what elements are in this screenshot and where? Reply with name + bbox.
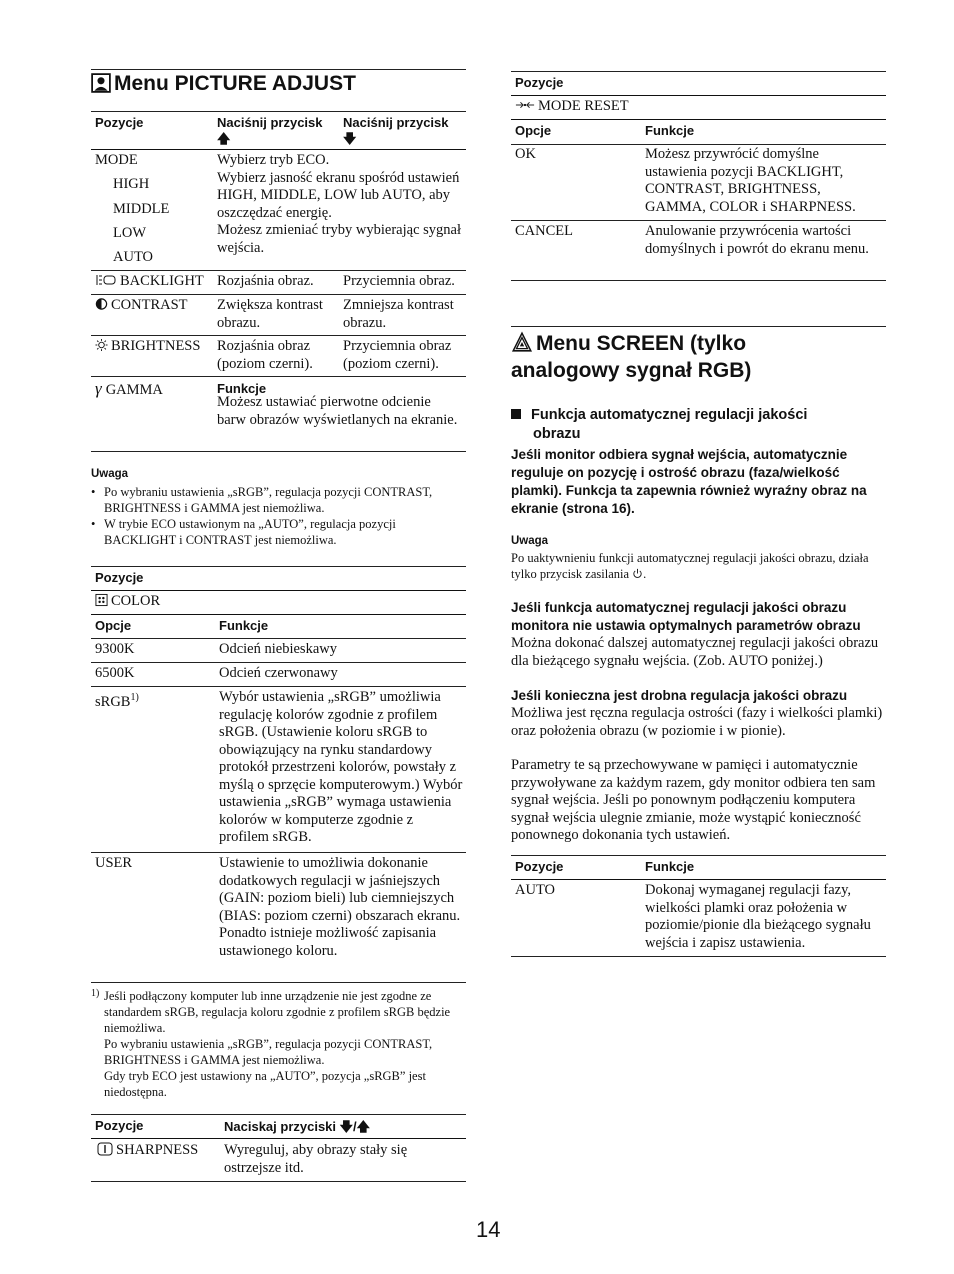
sharpness-buttons-header: Naciskaj przyciski 🡇/🡅 <box>224 1119 370 1134</box>
contrast-up: Zwiększa kontrast obrazu. <box>217 297 323 331</box>
gamma-functions-header: Funkcje <box>217 381 267 396</box>
brightness-label: BRIGHTNESS <box>95 338 200 356</box>
col-header-down: Naciśnij przycisk 🡇 <box>343 115 449 146</box>
color-user: USER <box>95 855 133 871</box>
contrast-icon <box>95 297 108 311</box>
footnote-marker: 1) <box>91 988 100 999</box>
color-pozycje-header: Pozycje <box>95 570 144 585</box>
auto-adjust-intro: Jeśli monitor odbiera sygnał wejścia, automatycznie reguluje on pozycję i ostrość obrazu (faza/wielkość plamki). Funkcja ta zapewnia również wyraźny obraz na ekranie (strona 16). <box>511 447 867 516</box>
gamma-label: γ GAMMA <box>95 379 163 398</box>
color-9300k-desc: Odcień niebieskawy <box>219 641 337 657</box>
reset-cancel-desc: Anulowanie przywrócenia wartości domyślnych i powrót do ekranu menu. <box>645 223 869 257</box>
brightness-up: Rozjaśnia obraz (poziom czerni). <box>217 338 313 372</box>
not-optimal-heading: Jeśli funkcja automatycznej regulacji jakości obrazu monitora nie ustawia optymalnych parametrów obrazu <box>511 600 861 633</box>
color-6500k-desc: Odcień czerwonawy <box>219 665 338 681</box>
reset-ok: OK <box>515 146 536 162</box>
sharpness-label: SHARPNESS <box>97 1142 198 1160</box>
not-optimal-text: Można dokonać dalszej automatycznej regulacji jakości obrazu dla bieżącego sygnału wejścia. (Zob. AUTO poniżej.) <box>511 635 879 669</box>
auto-label: AUTO <box>515 882 556 898</box>
mode-low: LOW <box>113 225 147 241</box>
color-opcje-header: Opcje <box>95 618 132 633</box>
reset-opcje-header: Opcje <box>515 123 552 138</box>
page-number: 14 <box>476 1217 501 1242</box>
color-label: COLOR <box>95 593 160 611</box>
fine-adjust-text: Możliwa jest ręczna regulacja ostrości (fazy i wielkości plamki) oraz położenia obrazu (w poziomie i w pionie). <box>511 705 883 739</box>
screen-note-text: Po uaktywnieniu funkcji automatycznej regulacji jakości obrazu, działa tylko przycisk zasilania . <box>511 551 869 581</box>
color-6500k: 6500K <box>95 665 135 681</box>
sharpness-icon <box>97 1142 113 1156</box>
backlight-down: Przyciemnia obraz. <box>343 273 455 289</box>
mode-description: Wybierz tryb ECO. Wybierz jasność ekranu spośród ustawień HIGH, MIDDLE, LOW lub AUTO, aby oszczędzać energię. Możesz zmieniać tryby wybierając sygnał wejścia. <box>217 152 461 256</box>
backlight-icon <box>95 273 117 287</box>
reset-cancel: CANCEL <box>515 223 573 239</box>
power-icon <box>632 568 643 579</box>
backlight-up: Rozjaśnia obraz. <box>217 273 314 289</box>
memory-text: Parametry te są przechowywane w pamięci i automatycznie przywoływane za każdym razem, gdy monitor odbiera ten sam sygnał wejścia. Jeśli po ponownym podłączeniu komputera sygnał wejścia ulegnie zmianie, może wystąpić konieczność ponownego dokonania tych ustawień. <box>511 757 876 843</box>
mode-auto: AUTO <box>113 249 154 265</box>
reset-pozycje-header: Pozycje <box>515 75 564 90</box>
color-srgb: sRGB$^{1)}$ <box>95 692 139 710</box>
gamma-icon: γ <box>95 379 102 398</box>
auto-funkcje-header: Funkcje <box>645 859 695 874</box>
mode-reset-label: MODE RESET <box>515 98 629 116</box>
brightness-down: Przyciemnia obraz (poziom czerni). <box>343 338 452 372</box>
arrow-down-up-icon: 🡇/🡅 <box>339 1119 370 1134</box>
auto-adjust-heading: Funkcja automatycznej regulacji jakości obrazu <box>511 406 807 444</box>
arrow-down-icon: 🡇 <box>343 131 357 146</box>
reset-ok-desc: Możesz przywrócić domyślne ustawienia pozycji BACKLIGHT, CONTRAST, BRIGHTNESS, GAMMA, COLOR i SHARPNESS. <box>645 146 856 215</box>
sharpness-desc: Wyreguluj, aby obrazy stały się ostrzejsze itd. <box>224 1142 408 1176</box>
mode-middle: MIDDLE <box>113 201 170 217</box>
gamma-description: Możesz ustawiać pierwotne odcienie barw obrazów wyświetlanych na ekranie. <box>217 394 458 428</box>
reset-funkcje-header: Funkcje <box>645 123 695 138</box>
sharpness-pozycje-header: Pozycje <box>95 1118 144 1133</box>
color-user-desc: Ustawienie to umożliwia dokonanie dodatkowych regulacji w jaśniejszych (GAIN: poziom bieli) lub ciemniejszych (BIAS: poziom czerni) obszarach ekranu. Ponadto istnieje możliwość zapisania ustawionego koloru. <box>219 855 461 959</box>
brightness-icon <box>95 338 108 352</box>
fine-adjust-heading: Jeśli konieczna jest drobna regulacja jakości obrazu <box>511 688 848 703</box>
color-srgb-desc: Wybór ustawienia „sRGB” umożliwia regulację kolorów zgodnie z profilem sRGB. (Ustawienie koloru sRGB to obowiązujący na rynku standardowy protokół przestrzeni kolorów, powstały z myślą o sprzęcie komputerowym.) Wybór ustawienia „sRGB” wymaga ustawienia kolorów w komputerze zgodnie z profilem sRGB. <box>219 689 463 845</box>
note-title: Uwaga <box>91 468 129 480</box>
mode-high: HIGH <box>113 176 150 192</box>
auto-pozycje-header: Pozycje <box>515 859 564 874</box>
contrast-down: Zmniejsza kontrast obrazu. <box>343 297 454 331</box>
footnote-text: Jeśli podłączony komputer lub inne urządzenie nie jest zgodne ze standardem sRGB, regulacja koloru zgodnie z profilem sRGB będzie niemożliwa. Po wybraniu ustawienia „sRGB”, regulacja pozycji CONTRAST, BRIGHTNESS i GAMMA jest niemożliwa. Gdy tryb ECO jest ustawiony na „AUTO”, pozycja „sRGB” jest niedostępna. <box>104 989 451 1099</box>
contrast-label: CONTRAST <box>95 297 188 315</box>
color-funkcje-header: Funkcje <box>219 618 269 633</box>
screen-menu-title: Menu SCREEN (tylko analogowy sygnał RGB) <box>511 332 752 382</box>
color-icon <box>95 593 108 607</box>
screen-icon <box>511 331 533 353</box>
picture-adjust-title: Menu PICTURE ADJUST <box>91 72 356 96</box>
auto-desc: Dokonaj wymaganej regulacji fazy, wielkości plamki oraz położenia w poziomie/pionie dla bieżącego sygnału wejścia i zapisz ustawienia. <box>645 882 871 951</box>
backlight-label: BACKLIGHT <box>95 273 204 291</box>
square-bullet-icon <box>511 409 521 419</box>
mode-label: MODE <box>95 152 138 168</box>
col-header-up: Naciśnij przycisk 🡅 <box>217 115 323 146</box>
screen-note-title: Uwaga <box>511 535 549 547</box>
person-icon <box>91 73 111 93</box>
color-9300k: 9300K <box>95 641 135 657</box>
arrow-up-icon: 🡅 <box>217 131 231 146</box>
reset-icon <box>515 100 535 110</box>
note-bullets: • Po wybraniu ustawienia „sRGB”, regulacja pozycji CONTRAST, BRIGHTNESS i GAMMA jest niemożliwa. • W trybie ECO ustawionym na „AUTO”, regulacja pozycji BACKLIGHT i CONTRAST jest niemożliwa. <box>91 485 433 547</box>
col-header-pozycje: Pozycje <box>95 115 144 130</box>
